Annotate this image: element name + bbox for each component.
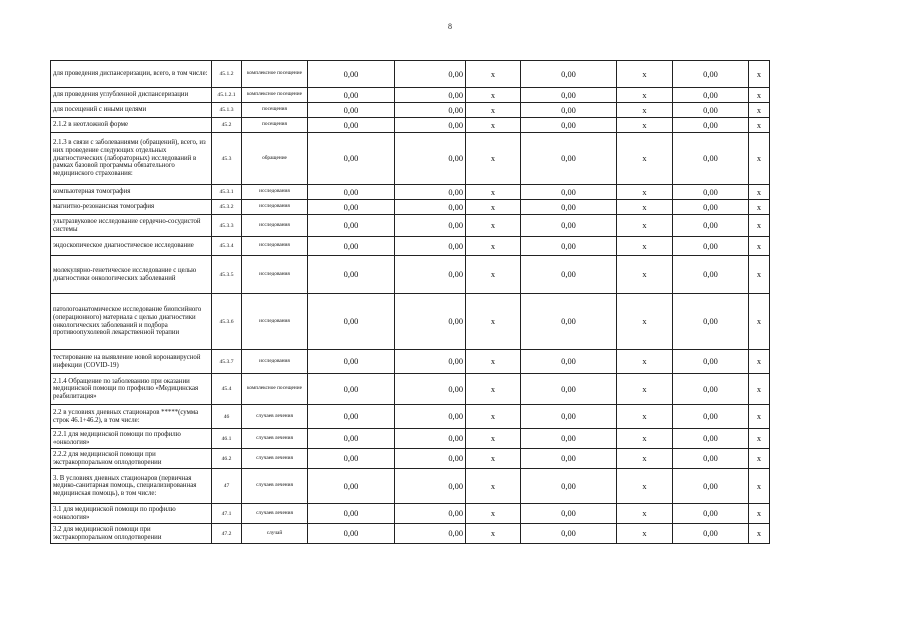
x-mark-cell: х [466, 374, 521, 405]
table-row [51, 405, 770, 429]
x-mark-cell: х [466, 61, 521, 88]
row-unit: комплексное посещение [242, 88, 308, 103]
value-cell: 0,00 [673, 350, 749, 374]
x-mark-cell: х [466, 256, 521, 294]
row-code: 45.3.4 [212, 237, 242, 256]
x-mark-cell: х [617, 469, 673, 504]
x-mark-cell: х [466, 469, 521, 504]
table-row [51, 294, 770, 350]
x-mark-cell: х [617, 200, 673, 215]
x-mark-cell: х [749, 524, 770, 544]
row-unit: исследования [242, 200, 308, 215]
row-description: патологоанатомическое исследование биопсийного (операционного) материала с целью диагностики онкологических заболеваний и подбора противоопухолевой лекарственной терапии [51, 294, 212, 350]
row-unit: посещения [242, 103, 308, 118]
row-description: эндоскопическое диагностическое исследование [51, 237, 212, 256]
x-mark-cell: х [749, 256, 770, 294]
x-mark-cell: х [749, 200, 770, 215]
row-description: 2.2.2 для медицинской помощи при экстракорпоральном оплодотворении [51, 449, 212, 469]
value-cell: 0,00 [308, 237, 395, 256]
row-unit: исследования [242, 215, 308, 237]
value-cell: 0,00 [395, 237, 466, 256]
x-mark-cell: х [749, 294, 770, 350]
value-cell: 0,00 [395, 429, 466, 449]
value-cell: 0,00 [521, 103, 617, 118]
value-cell: 0,00 [395, 256, 466, 294]
table-row [51, 524, 770, 544]
table-row [51, 185, 770, 200]
value-cell: 0,00 [673, 103, 749, 118]
medical-care-table [50, 60, 770, 544]
row-unit: случаев лечения [242, 469, 308, 504]
row-unit: комплексное посещение [242, 61, 308, 88]
x-mark-cell: х [749, 449, 770, 469]
value-cell: 0,00 [521, 350, 617, 374]
value-cell: 0,00 [521, 133, 617, 185]
x-mark-cell: х [749, 103, 770, 118]
value-cell: 0,00 [395, 294, 466, 350]
table-row [51, 504, 770, 524]
value-cell: 0,00 [521, 294, 617, 350]
value-cell: 0,00 [521, 200, 617, 215]
x-mark-cell: х [617, 504, 673, 524]
value-cell: 0,00 [395, 200, 466, 215]
value-cell: 0,00 [395, 504, 466, 524]
value-cell: 0,00 [395, 449, 466, 469]
row-description: для посещений с иными целями [51, 103, 212, 118]
value-cell: 0,00 [673, 469, 749, 504]
value-cell: 0,00 [308, 374, 395, 405]
row-code: 47 [212, 469, 242, 504]
value-cell: 0,00 [308, 61, 395, 88]
value-cell: 0,00 [521, 185, 617, 200]
x-mark-cell: х [617, 294, 673, 350]
row-code: 45.3.2 [212, 200, 242, 215]
value-cell: 0,00 [395, 350, 466, 374]
x-mark-cell: х [617, 405, 673, 429]
value-cell: 0,00 [308, 133, 395, 185]
x-mark-cell: х [466, 237, 521, 256]
x-mark-cell: х [466, 88, 521, 103]
value-cell: 0,00 [308, 504, 395, 524]
x-mark-cell: х [466, 103, 521, 118]
value-cell: 0,00 [673, 133, 749, 185]
row-unit: посещения [242, 118, 308, 133]
table-row [51, 449, 770, 469]
row-code: 45.1.3 [212, 103, 242, 118]
value-cell: 0,00 [521, 61, 617, 88]
row-code: 47.2 [212, 524, 242, 544]
value-cell: 0,00 [673, 237, 749, 256]
value-cell: 0,00 [395, 469, 466, 504]
row-unit: исследования [242, 185, 308, 200]
x-mark-cell: х [749, 215, 770, 237]
value-cell: 0,00 [395, 405, 466, 429]
table-row [51, 256, 770, 294]
x-mark-cell: х [749, 429, 770, 449]
table-row [51, 88, 770, 103]
value-cell: 0,00 [521, 118, 617, 133]
row-description: для проведения диспансеризации, всего, в том числе: [51, 61, 212, 88]
row-description: 2.1.2 в неотложной форме [51, 118, 212, 133]
row-unit: случаев лечения [242, 504, 308, 524]
value-cell: 0,00 [673, 405, 749, 429]
row-unit: случай [242, 524, 308, 544]
value-cell: 0,00 [395, 524, 466, 544]
value-cell: 0,00 [395, 118, 466, 133]
x-mark-cell: х [617, 524, 673, 544]
x-mark-cell: х [617, 350, 673, 374]
value-cell: 0,00 [673, 374, 749, 405]
table-row [51, 61, 770, 88]
page-number: 8 [448, 22, 452, 31]
row-code: 45.3.6 [212, 294, 242, 350]
row-description: 2.2.1 для медицинской помощи по профилю «онкология» [51, 429, 212, 449]
x-mark-cell: х [749, 133, 770, 185]
row-code: 45.1.2 [212, 61, 242, 88]
row-unit: исследования [242, 256, 308, 294]
x-mark-cell: х [466, 294, 521, 350]
x-mark-cell: х [466, 215, 521, 237]
table-row [51, 118, 770, 133]
value-cell: 0,00 [308, 215, 395, 237]
value-cell: 0,00 [521, 469, 617, 504]
value-cell: 0,00 [673, 524, 749, 544]
value-cell: 0,00 [673, 256, 749, 294]
row-description: 2.1.3 в связи с заболеваниями (обращений), всего, из них проведение следующих отдельных диагностических (лабораторных) исследований в рамках базовой программы обязательного медицинского страхования: [51, 133, 212, 185]
row-code: 45.3.7 [212, 350, 242, 374]
x-mark-cell: х [466, 200, 521, 215]
value-cell: 0,00 [673, 449, 749, 469]
x-mark-cell: х [749, 350, 770, 374]
row-code: 45.3.1 [212, 185, 242, 200]
value-cell: 0,00 [673, 185, 749, 200]
row-unit: случаев лечения [242, 429, 308, 449]
x-mark-cell: х [617, 118, 673, 133]
row-code: 45.3 [212, 133, 242, 185]
row-description: магнитно-резонансная томография [51, 200, 212, 215]
x-mark-cell: х [617, 61, 673, 88]
table-row [51, 469, 770, 504]
value-cell: 0,00 [308, 294, 395, 350]
value-cell: 0,00 [395, 374, 466, 405]
table-row [51, 429, 770, 449]
row-description: 3.2 для медицинской помощи при экстракорпоральном оплодотворении [51, 524, 212, 544]
x-mark-cell: х [466, 185, 521, 200]
value-cell: 0,00 [308, 256, 395, 294]
x-mark-cell: х [617, 88, 673, 103]
value-cell: 0,00 [308, 200, 395, 215]
value-cell: 0,00 [395, 133, 466, 185]
table-row [51, 215, 770, 237]
value-cell: 0,00 [673, 200, 749, 215]
x-mark-cell: х [749, 237, 770, 256]
x-mark-cell: х [749, 118, 770, 133]
row-code: 45.4 [212, 374, 242, 405]
value-cell: 0,00 [308, 524, 395, 544]
table-row [51, 133, 770, 185]
value-cell: 0,00 [673, 215, 749, 237]
x-mark-cell: х [749, 61, 770, 88]
value-cell: 0,00 [521, 429, 617, 449]
row-code: 45.1.2.1 [212, 88, 242, 103]
value-cell: 0,00 [673, 88, 749, 103]
value-cell: 0,00 [308, 103, 395, 118]
x-mark-cell: х [466, 504, 521, 524]
value-cell: 0,00 [308, 449, 395, 469]
value-cell: 0,00 [308, 350, 395, 374]
value-cell: 0,00 [308, 185, 395, 200]
x-mark-cell: х [466, 118, 521, 133]
value-cell: 0,00 [521, 504, 617, 524]
table-row [51, 374, 770, 405]
value-cell: 0,00 [521, 256, 617, 294]
x-mark-cell: х [466, 350, 521, 374]
value-cell: 0,00 [521, 88, 617, 103]
value-cell: 0,00 [673, 429, 749, 449]
row-code: 47.1 [212, 504, 242, 524]
row-description: 2.2 в условиях дневных стационаров *****(сумма строк 46.1+46.2), в том числе: [51, 405, 212, 429]
value-cell: 0,00 [308, 118, 395, 133]
row-description: компьютерная томография [51, 185, 212, 200]
x-mark-cell: х [617, 374, 673, 405]
x-mark-cell: х [617, 215, 673, 237]
row-code: 46.2 [212, 449, 242, 469]
x-mark-cell: х [749, 504, 770, 524]
x-mark-cell: х [617, 256, 673, 294]
row-description: для проведения углубленной диспансеризации [51, 88, 212, 103]
row-code: 46 [212, 405, 242, 429]
row-unit: исследования [242, 294, 308, 350]
value-cell: 0,00 [521, 374, 617, 405]
row-unit: исследования [242, 237, 308, 256]
x-mark-cell: х [749, 88, 770, 103]
row-description: молекулярно-генетическое исследование с целью диагностики онкологических заболеваний [51, 256, 212, 294]
value-cell: 0,00 [521, 405, 617, 429]
value-cell: 0,00 [673, 294, 749, 350]
x-mark-cell: х [749, 374, 770, 405]
row-unit: исследования [242, 350, 308, 374]
x-mark-cell: х [749, 185, 770, 200]
table-row [51, 350, 770, 374]
value-cell: 0,00 [395, 61, 466, 88]
value-cell: 0,00 [673, 504, 749, 524]
value-cell: 0,00 [673, 118, 749, 133]
value-cell: 0,00 [395, 215, 466, 237]
table-row [51, 237, 770, 256]
x-mark-cell: х [617, 103, 673, 118]
value-cell: 0,00 [521, 449, 617, 469]
table-row [51, 103, 770, 118]
x-mark-cell: х [617, 449, 673, 469]
row-unit: случаев лечения [242, 449, 308, 469]
row-description: 3.1 для медицинской помощи по профилю «онкология» [51, 504, 212, 524]
value-cell: 0,00 [521, 237, 617, 256]
x-mark-cell: х [466, 405, 521, 429]
value-cell: 0,00 [395, 103, 466, 118]
x-mark-cell: х [466, 429, 521, 449]
x-mark-cell: х [617, 429, 673, 449]
row-code: 45.3.3 [212, 215, 242, 237]
row-description: 2.1.4 Обращение по заболеванию при оказании медицинской помощи по профилю «Медицинская реабилитация» [51, 374, 212, 405]
value-cell: 0,00 [308, 469, 395, 504]
x-mark-cell: х [617, 237, 673, 256]
row-code: 46.1 [212, 429, 242, 449]
x-mark-cell: х [749, 469, 770, 504]
row-description: тестирование на выявление новой коронавирусной инфекции (COVID-19) [51, 350, 212, 374]
value-cell: 0,00 [308, 88, 395, 103]
x-mark-cell: х [466, 133, 521, 185]
row-code: 45.2 [212, 118, 242, 133]
row-description: ультразвуковое исследование сердечно-сосудистой системы [51, 215, 212, 237]
table-row [51, 200, 770, 215]
value-cell: 0,00 [673, 61, 749, 88]
row-code: 45.3.5 [212, 256, 242, 294]
row-unit: случаев лечения [242, 405, 308, 429]
x-mark-cell: х [617, 133, 673, 185]
value-cell: 0,00 [521, 215, 617, 237]
value-cell: 0,00 [395, 185, 466, 200]
x-mark-cell: х [617, 185, 673, 200]
row-unit: комплексное посещение [242, 374, 308, 405]
value-cell: 0,00 [308, 405, 395, 429]
row-description: 3. В условиях дневных стационаров (первичная медико-санитарная помощь, специализированная медицинская помощь), в том числе: [51, 469, 212, 504]
value-cell: 0,00 [521, 524, 617, 544]
value-cell: 0,00 [308, 429, 395, 449]
x-mark-cell: х [466, 449, 521, 469]
x-mark-cell: х [749, 405, 770, 429]
row-unit: обращение [242, 133, 308, 185]
value-cell: 0,00 [395, 88, 466, 103]
x-mark-cell: х [466, 524, 521, 544]
